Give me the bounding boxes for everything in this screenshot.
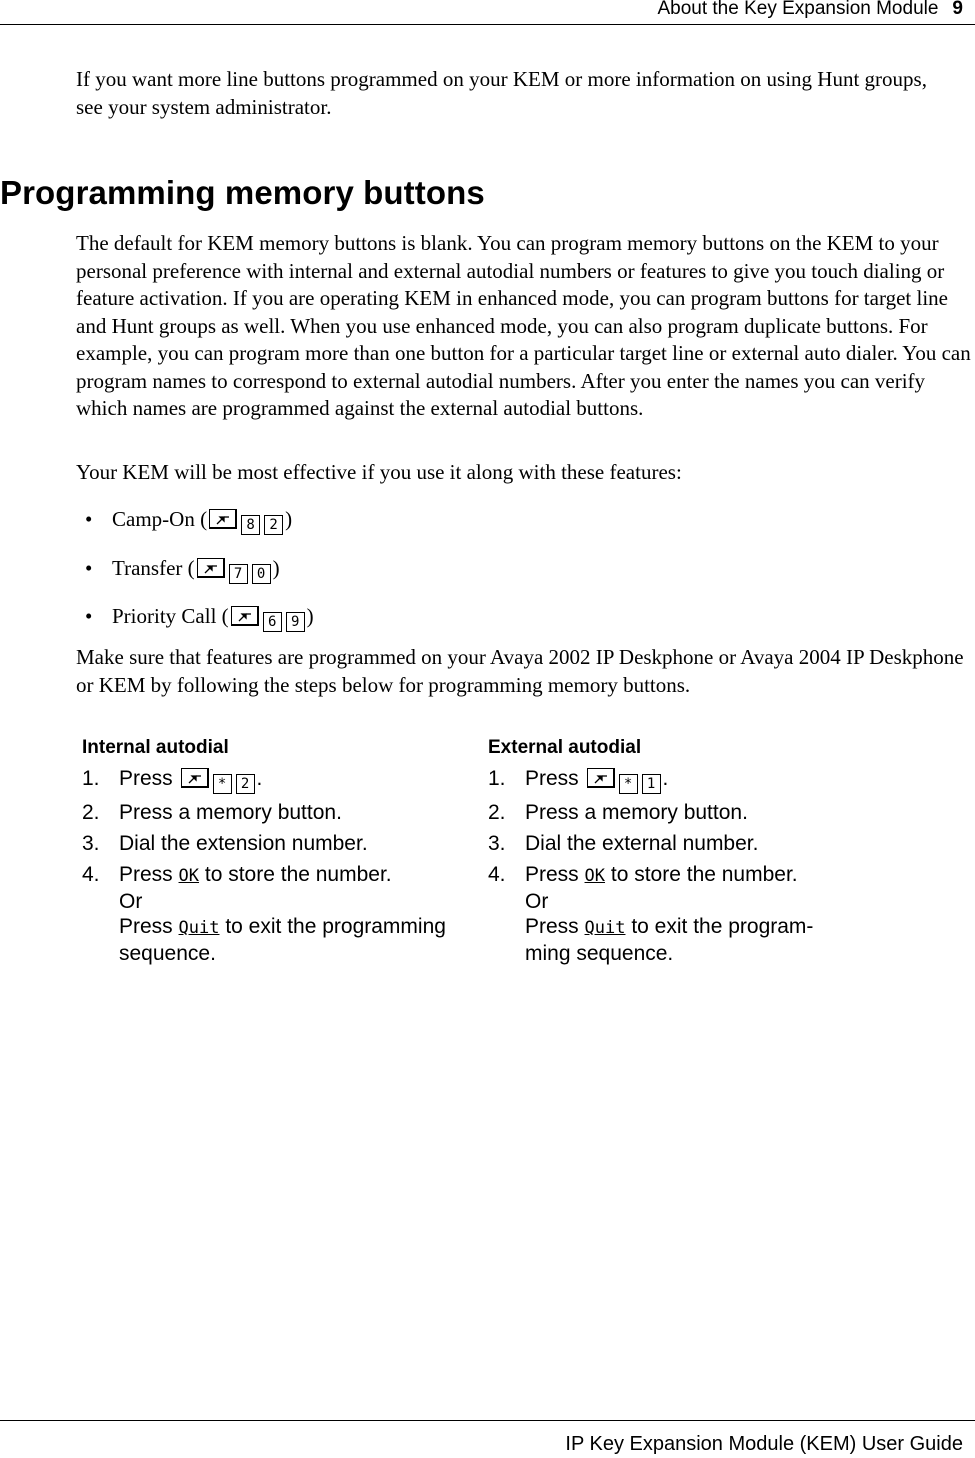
dial-key: 0 [252,564,271,584]
close-paren: ) [306,604,314,628]
step-text: to store the number. [204,863,392,886]
header-title: About the Key Expansion Module [657,0,939,19]
dial-key: 6 [263,612,282,632]
dial-key: 8 [241,515,260,535]
make-sure-paragraph: Make sure that features are programmed on your Avaya 2002 IP Deskphone or Avaya 2004 IP Deskphone or KEM by following the steps below for programming memory buttons. [76,645,964,697]
features-intro: Your KEM will be most effective if you use it along with these features: [76,460,682,484]
step-number: 3. [488,832,506,855]
step-number: 2. [488,801,506,824]
internal-autodial-column [82,736,477,972]
ok-softkey: OK [178,866,200,886]
step-number: 1. [82,767,100,790]
feature-list [76,506,314,652]
bullet: • [85,555,93,580]
step-text: Press [525,767,579,790]
quit-softkey: Quit [584,918,626,938]
page-footer [0,1420,975,1455]
internal-steps [82,766,477,966]
header-text [657,0,963,20]
external-autodial-column [488,736,848,972]
feature-key-icon [197,558,225,578]
page-number: 9 [952,0,963,19]
step-number: 4. [82,863,100,886]
page-header [0,0,975,25]
step-4 [488,862,848,966]
internal-autodial-title: Internal autodial [82,737,229,758]
bullet: • [85,604,93,628]
star-key: * [619,774,638,794]
feature-label: Transfer ( [112,555,195,580]
step-text: . [662,767,669,790]
bullet: • [85,507,93,531]
feature-key-icon [587,768,615,788]
step-1 [488,766,848,794]
step-number: 1. [488,767,506,790]
feature-key-icon [209,509,237,529]
feature-key-icon [181,768,209,788]
step-text: Press [119,915,173,938]
step-text: Dial the external number. [525,832,759,855]
dial-key: 1 [642,774,661,794]
step-text: Press a memory button. [525,801,748,824]
dial-key: 7 [229,564,248,584]
dial-key: 2 [264,515,283,535]
step-2 [488,800,848,825]
feature-label: Priority Call ( [112,604,229,628]
step-text: to exit the program- [631,915,814,938]
quit-softkey: Quit [178,918,220,938]
step-3 [488,831,848,856]
feature-item-camp-on [76,506,314,555]
star-key: * [213,774,232,794]
step-text: Press [525,863,579,886]
feature-label: Camp-On ( [112,507,208,531]
step-text: ming sequence. [525,942,674,965]
step-text: Press a memory button. [119,801,342,824]
external-autodial-title: External autodial [488,737,642,758]
step-text: Or [525,890,549,913]
default-paragraph: The default for KEM memory buttons is blank. You can program memory buttons on the KEM to your personal preference with internal and external autodial numbers or features to give you touch dialing or feature activation. If you are operating KEM in enhanced mode, you can program buttons for target line and Hunt groups as well. When you use enhanced mode, you can also program duplicate buttons. For example, you can program more than one button for a particular target line or external auto dialer. You can program names to correspond to external autodial numbers. After you enter the names you can verify which names are programmed against the external autodial buttons. [76,231,971,420]
dial-key: 9 [286,612,305,632]
external-steps [488,766,848,966]
step-text: Press [119,863,173,886]
step-text: to exit the programming sequence. [119,915,446,965]
step-text: . [256,767,263,790]
feature-item-transfer [76,555,314,604]
close-paren: ) [285,507,293,531]
step-text: Press [119,767,173,790]
footer-title: IP Key Expansion Module (KEM) User Guide [565,1433,963,1455]
ok-softkey: OK [584,866,606,886]
section-title: Programming memory buttons [0,174,485,211]
step-text: to store the number. [610,863,798,886]
intro-paragraph: If you want more line buttons programmed on your KEM or more information on using Hunt groups, see your system administrator. [76,67,927,119]
dial-key: 2 [236,774,255,794]
step-2 [82,800,477,825]
step-number: 4. [488,863,506,886]
feature-key-icon [231,606,259,626]
step-text: Or [119,890,143,913]
close-paren: ) [272,555,280,580]
step-number: 3. [82,832,100,855]
step-text: Dial the extension number. [119,832,368,855]
step-text: Press [525,915,579,938]
step-number: 2. [82,801,100,824]
step-1 [82,766,477,794]
step-4 [82,862,477,966]
step-3 [82,831,477,856]
